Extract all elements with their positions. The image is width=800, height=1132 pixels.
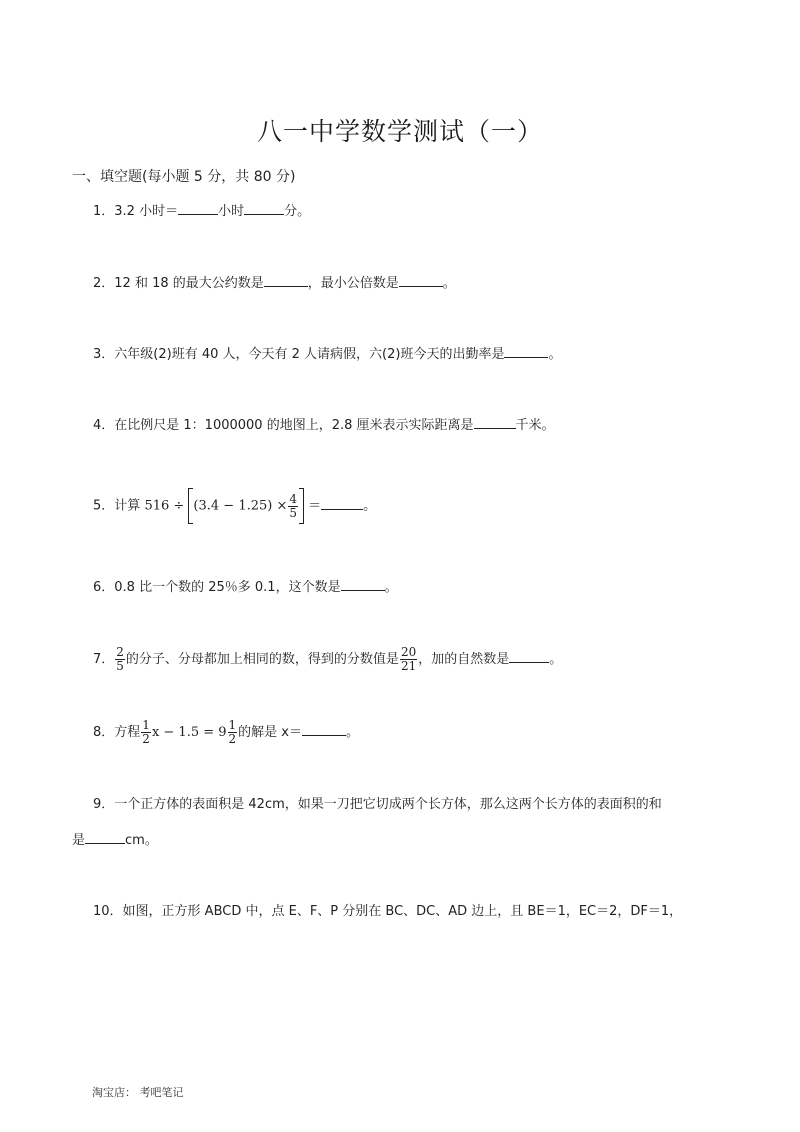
fraction-numerator: 20 — [400, 645, 417, 659]
fraction-denominator: 21 — [400, 659, 417, 673]
question-text: 如图，正方形 ABCD 中，点 E、F、P 分别在 BC、DC、AD 边上，且 BE＝1，EC＝2，DF＝1， — [122, 904, 683, 919]
question-number: 9． — [93, 797, 115, 812]
question-10 — [93, 902, 682, 922]
question-text: 是 — [72, 833, 86, 848]
question-text: 六年级(2)班有 40 人，今天有 2 人请病假，六(2)班今天的出勤率是 — [114, 347, 505, 362]
question-number: 6． — [93, 580, 115, 595]
fraction-denominator: 5 — [289, 505, 298, 520]
math-expression: x − 1.5 = 9 — [151, 725, 227, 740]
question-text: 小时 — [218, 204, 245, 219]
answer-blank[interactable] — [474, 414, 516, 429]
question-text: 方程 — [114, 725, 141, 740]
fraction-denominator: 2 — [142, 732, 150, 746]
fraction — [288, 493, 298, 520]
fraction-denominator: 5 — [116, 659, 124, 673]
math-expression: 516 ÷ — [144, 498, 185, 514]
answer-blank[interactable] — [341, 576, 385, 591]
question-number: 1． — [93, 204, 115, 219]
question-text: 。 — [346, 725, 360, 740]
section-heading: 一、填空题(每小题 5 分，共 80 分) — [72, 169, 296, 185]
question-text: cm。 — [125, 833, 158, 848]
question-9 — [93, 795, 662, 815]
question-4 — [93, 414, 555, 436]
question-2 — [93, 272, 456, 294]
question-text: 千米。 — [515, 418, 555, 433]
footer-note: 淘宝店： 考吧笔记 — [92, 1086, 184, 1099]
question-text: 一个正方体的表面积是 42cm，如果一刀把它切成两个长方体，那么这两个长方体的表面积的和 — [114, 797, 662, 812]
fraction-numerator: 2 — [116, 645, 124, 659]
question-text: 12 和 18 的最大公约数是 — [114, 276, 264, 291]
question-number: 3． — [93, 347, 115, 362]
fraction — [115, 646, 125, 673]
fraction — [228, 719, 238, 746]
question-8 — [93, 719, 359, 746]
fraction-numerator: 1 — [228, 718, 237, 732]
answer-blank[interactable] — [504, 343, 548, 358]
answer-blank[interactable] — [85, 829, 125, 844]
question-6 — [93, 576, 398, 598]
question-1 — [93, 200, 310, 222]
question-9-continued — [72, 829, 158, 851]
question-number: 8． — [93, 725, 115, 740]
answer-blank[interactable] — [399, 272, 443, 287]
question-text: 分。 — [284, 204, 311, 219]
fraction-numerator: 4 — [289, 491, 298, 506]
fraction-denominator: 2 — [228, 732, 237, 746]
fraction — [400, 646, 417, 673]
page-title: 八一中学数学测试（一） — [256, 117, 543, 146]
question-text: 3.2 小时＝ — [114, 204, 179, 219]
fraction — [141, 719, 151, 746]
question-number: 5． — [93, 498, 115, 514]
equals-sign: ＝ — [308, 498, 322, 514]
question-5 — [93, 488, 376, 524]
question-3 — [93, 343, 561, 365]
answer-blank[interactable] — [178, 200, 218, 215]
question-text: 。 — [548, 347, 562, 362]
question-number: 4． — [93, 418, 115, 433]
question-text: 。 — [549, 652, 563, 667]
question-text: 。 — [384, 580, 398, 595]
question-text: 的分子、分母都加上相同的数，得到的分数值是 — [125, 652, 399, 667]
question-text: ，加的自然数是 — [418, 652, 510, 667]
question-text: 在比例尺是 1：1000000 的地图上，2.8 厘米表示实际距离是 — [114, 418, 474, 433]
fraction-numerator: 1 — [142, 718, 150, 732]
question-text: 0.8 比一个数的 25％多 0.1，这个数是 — [114, 580, 341, 595]
question-number: 7． — [93, 652, 115, 667]
question-text: 的解是 x＝ — [238, 725, 302, 740]
question-text: 。 — [442, 276, 456, 291]
answer-blank[interactable] — [264, 272, 308, 287]
answer-blank[interactable] — [509, 648, 549, 663]
right-bracket — [299, 488, 304, 524]
answer-blank[interactable] — [302, 721, 346, 736]
question-7 — [93, 646, 562, 673]
math-expression: (3.4 − 1.25) × — [193, 498, 288, 514]
answer-blank[interactable] — [321, 495, 363, 510]
answer-blank[interactable] — [244, 200, 284, 215]
question-text: 。 — [363, 498, 377, 514]
question-number: 2． — [93, 276, 115, 291]
question-text: ，最小公倍数是 — [307, 276, 399, 291]
question-text: 计算 — [114, 498, 141, 514]
question-number: 10． — [93, 904, 123, 919]
